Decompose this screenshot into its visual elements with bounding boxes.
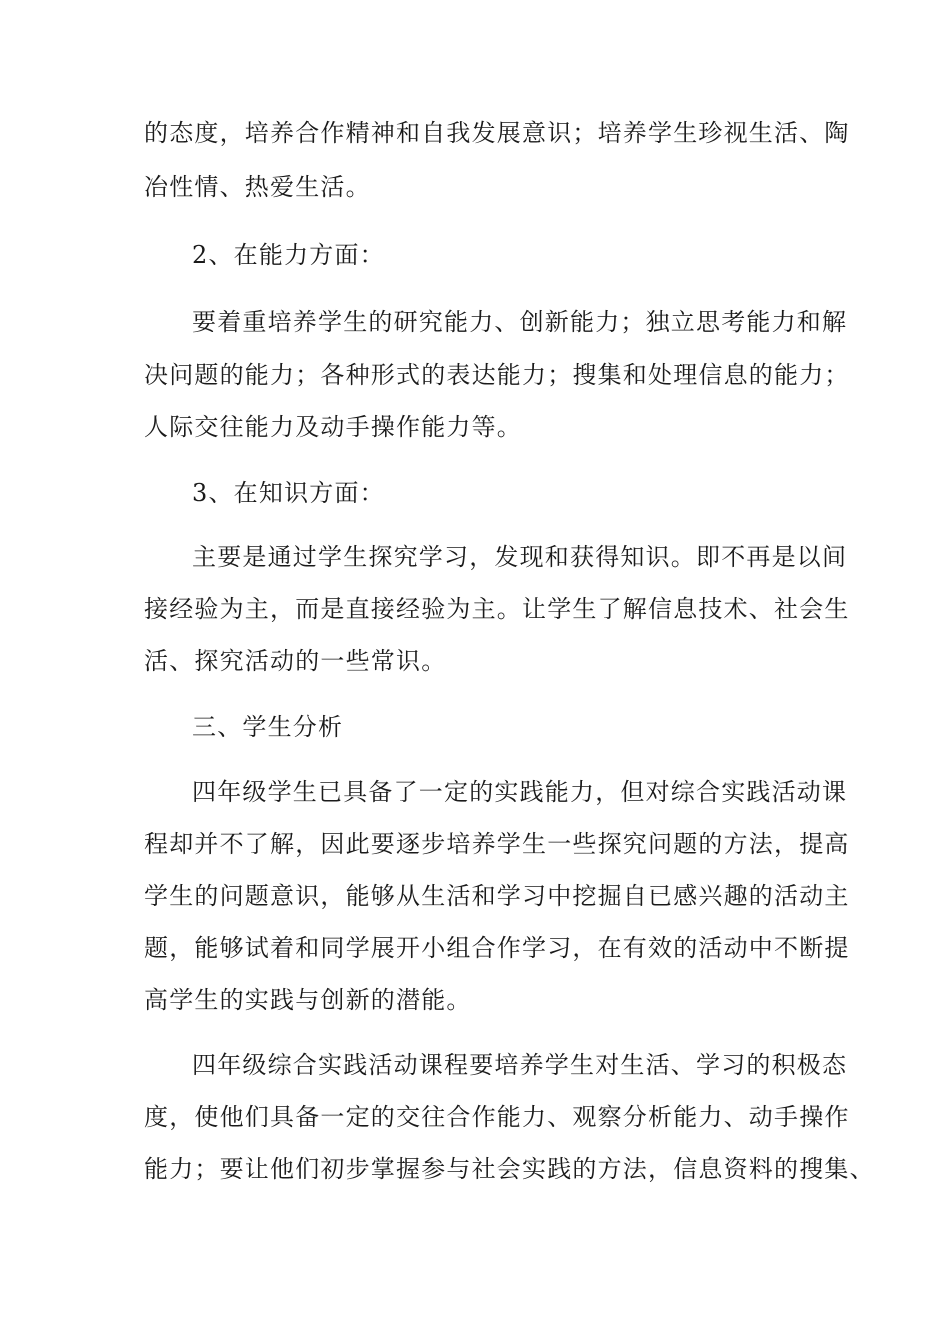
paragraph-line: 主要是通过学生探究学习，发现和获得知识。即不再是以间 <box>192 543 848 571</box>
paragraph-line: 高学生的实践与创新的潜能。 <box>144 986 472 1014</box>
paragraph-line: 接经验为主，而是直接经验为主。让学生了解信息技术、社会生 <box>144 595 850 623</box>
paragraph-line: 四年级学生已具备了一定的实践能力，但对综合实践活动课 <box>192 778 848 806</box>
paragraph-line: 人际交往能力及动手操作能力等。 <box>144 413 522 441</box>
paragraph-line: 冶性情、热爱生活。 <box>144 173 371 201</box>
subsection-heading: 3、在知识方面： <box>192 479 385 507</box>
paragraph-line: 学生的问题意识，能够从生活和学习中挖掘自已感兴趣的活动主 <box>144 882 850 910</box>
paragraph-line: 要着重培养学生的研究能力、创新能力；独立思考能力和解 <box>192 308 848 336</box>
paragraph-line: 度，使他们具备一定的交往合作能力、观察分析能力、动手操作 <box>144 1103 850 1131</box>
paragraph-line: 能力；要让他们初步掌握参与社会实践的方法，信息资料的搜集、 <box>144 1155 875 1183</box>
section-heading: 三、学生分析 <box>192 713 344 741</box>
subsection-heading: 2、在能力方面： <box>192 241 385 269</box>
paragraph-line: 活、探究活动的一些常识。 <box>144 647 447 675</box>
paragraph-line: 四年级综合实践活动课程要培养学生对生活、学习的积极态 <box>192 1051 848 1079</box>
paragraph-line: 决问题的能力；各种形式的表达能力；搜集和处理信息的能力； <box>144 361 850 389</box>
paragraph-line: 题，能够试着和同学展开小组合作学习，在有效的活动中不断提 <box>144 934 850 962</box>
paragraph-line: 程却并不了解，因此要逐步培养学生一些探究问题的方法，提高 <box>144 830 850 858</box>
paragraph-line: 的态度，培养合作精神和自我发展意识；培养学生珍视生活、陶 <box>144 119 850 147</box>
